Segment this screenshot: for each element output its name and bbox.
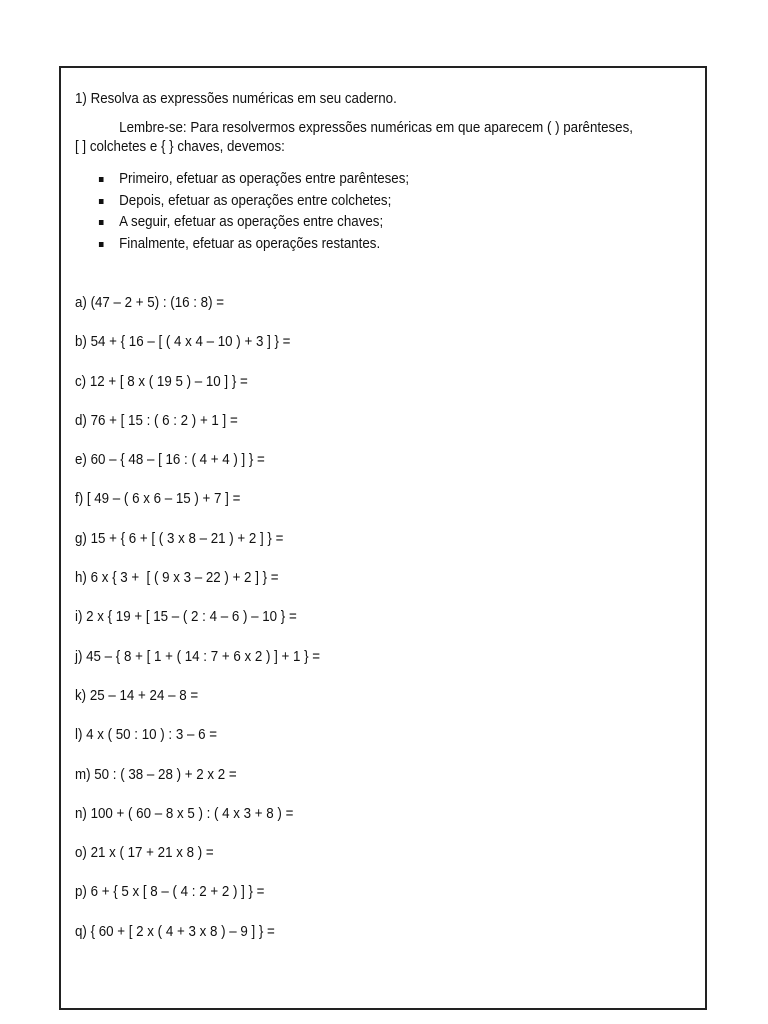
square-bullet-icon: [99, 220, 104, 225]
step-item: Finalmente, efetuar as operações restantes.: [97, 234, 701, 256]
steps-list: [75, 169, 701, 255]
step-item: A seguir, efetuar as operações entre chaves;: [97, 212, 701, 234]
square-bullet-icon: [99, 177, 104, 182]
exercise-k: k) 25 – 14 + 24 – 8 =: [75, 687, 199, 704]
reminder-text: [75, 119, 701, 157]
question-title: 1) Resolva as expressões numéricas em seu caderno.: [75, 91, 397, 107]
step-item: Depois, efetuar as operações entre colchetes;: [97, 191, 701, 213]
reminder-line-1: Lembre-se: Para resolvermos expressões numéricas em que aparecem ( ) parênteses,: [119, 120, 633, 136]
exercise-d: d) 76 + [ 15 : ( 6 : 2 ) + 1 ] =: [75, 412, 238, 429]
exercise-p: p) 6 + { 5 x [ 8 – ( 4 : 2 + 2 ) ] } =: [75, 884, 265, 901]
exercise-e: e) 60 – { 48 – [ 16 : ( 4 + 4 ) ] } =: [75, 452, 265, 469]
exercise-o: o) 21 x ( 17 + 21 x 8 ) =: [75, 845, 214, 862]
exercise-i: i) 2 x { 19 + [ 15 – ( 2 : 4 – 6 ) – 10 } =: [75, 609, 297, 626]
exercises-list: [75, 294, 701, 962]
square-bullet-icon: [99, 242, 104, 247]
exercise-l: l) 4 x ( 50 : 10 ) : 3 – 6 =: [75, 727, 217, 744]
exercise-g: g) 15 + { 6 + [ ( 3 x 8 – 21 ) + 2 ] } =: [75, 530, 284, 547]
square-bullet-icon: [99, 199, 104, 204]
exercise-a: a) (47 – 2 + 5) : (16 : 8) =: [75, 295, 225, 311]
worksheet-frame: [59, 66, 707, 1010]
exercise-f: f) [ 49 – ( 6 x 6 – 15 ) + 7 ] =: [75, 491, 241, 508]
exercise-c: c) 12 + [ 8 x ( 19 5 ) – 10 ] } =: [75, 373, 248, 390]
exercise-n: n) 100 + ( 60 – 8 x 5 ) : ( 4 x 3 + 8 ) =: [75, 805, 294, 822]
exercise-j: j) 45 – { 8 + [ 1 + ( 14 : 7 + 6 x 2 ) ] + 1 } =: [75, 648, 321, 665]
exercise-b: b) 54 + { 16 – [ ( 4 x 4 – 10 ) + 3 ] } =: [75, 334, 291, 351]
reminder-line-2: [ ] colchetes e { } chaves, devemos:: [75, 139, 285, 155]
exercise-m: m) 50 : ( 38 – 28 ) + 2 x 2 =: [75, 766, 237, 783]
instructions-block: [75, 90, 701, 255]
exercise-q: q) { 60 + [ 2 x ( 4 + 3 x 8 ) – 9 ] } =: [75, 923, 275, 940]
exercise-h: h) 6 x { 3 + [ ( 9 x 3 – 22 ) + 2 ] } =: [75, 570, 279, 587]
step-item: Primeiro, efetuar as operações entre parênteses;: [97, 169, 701, 191]
